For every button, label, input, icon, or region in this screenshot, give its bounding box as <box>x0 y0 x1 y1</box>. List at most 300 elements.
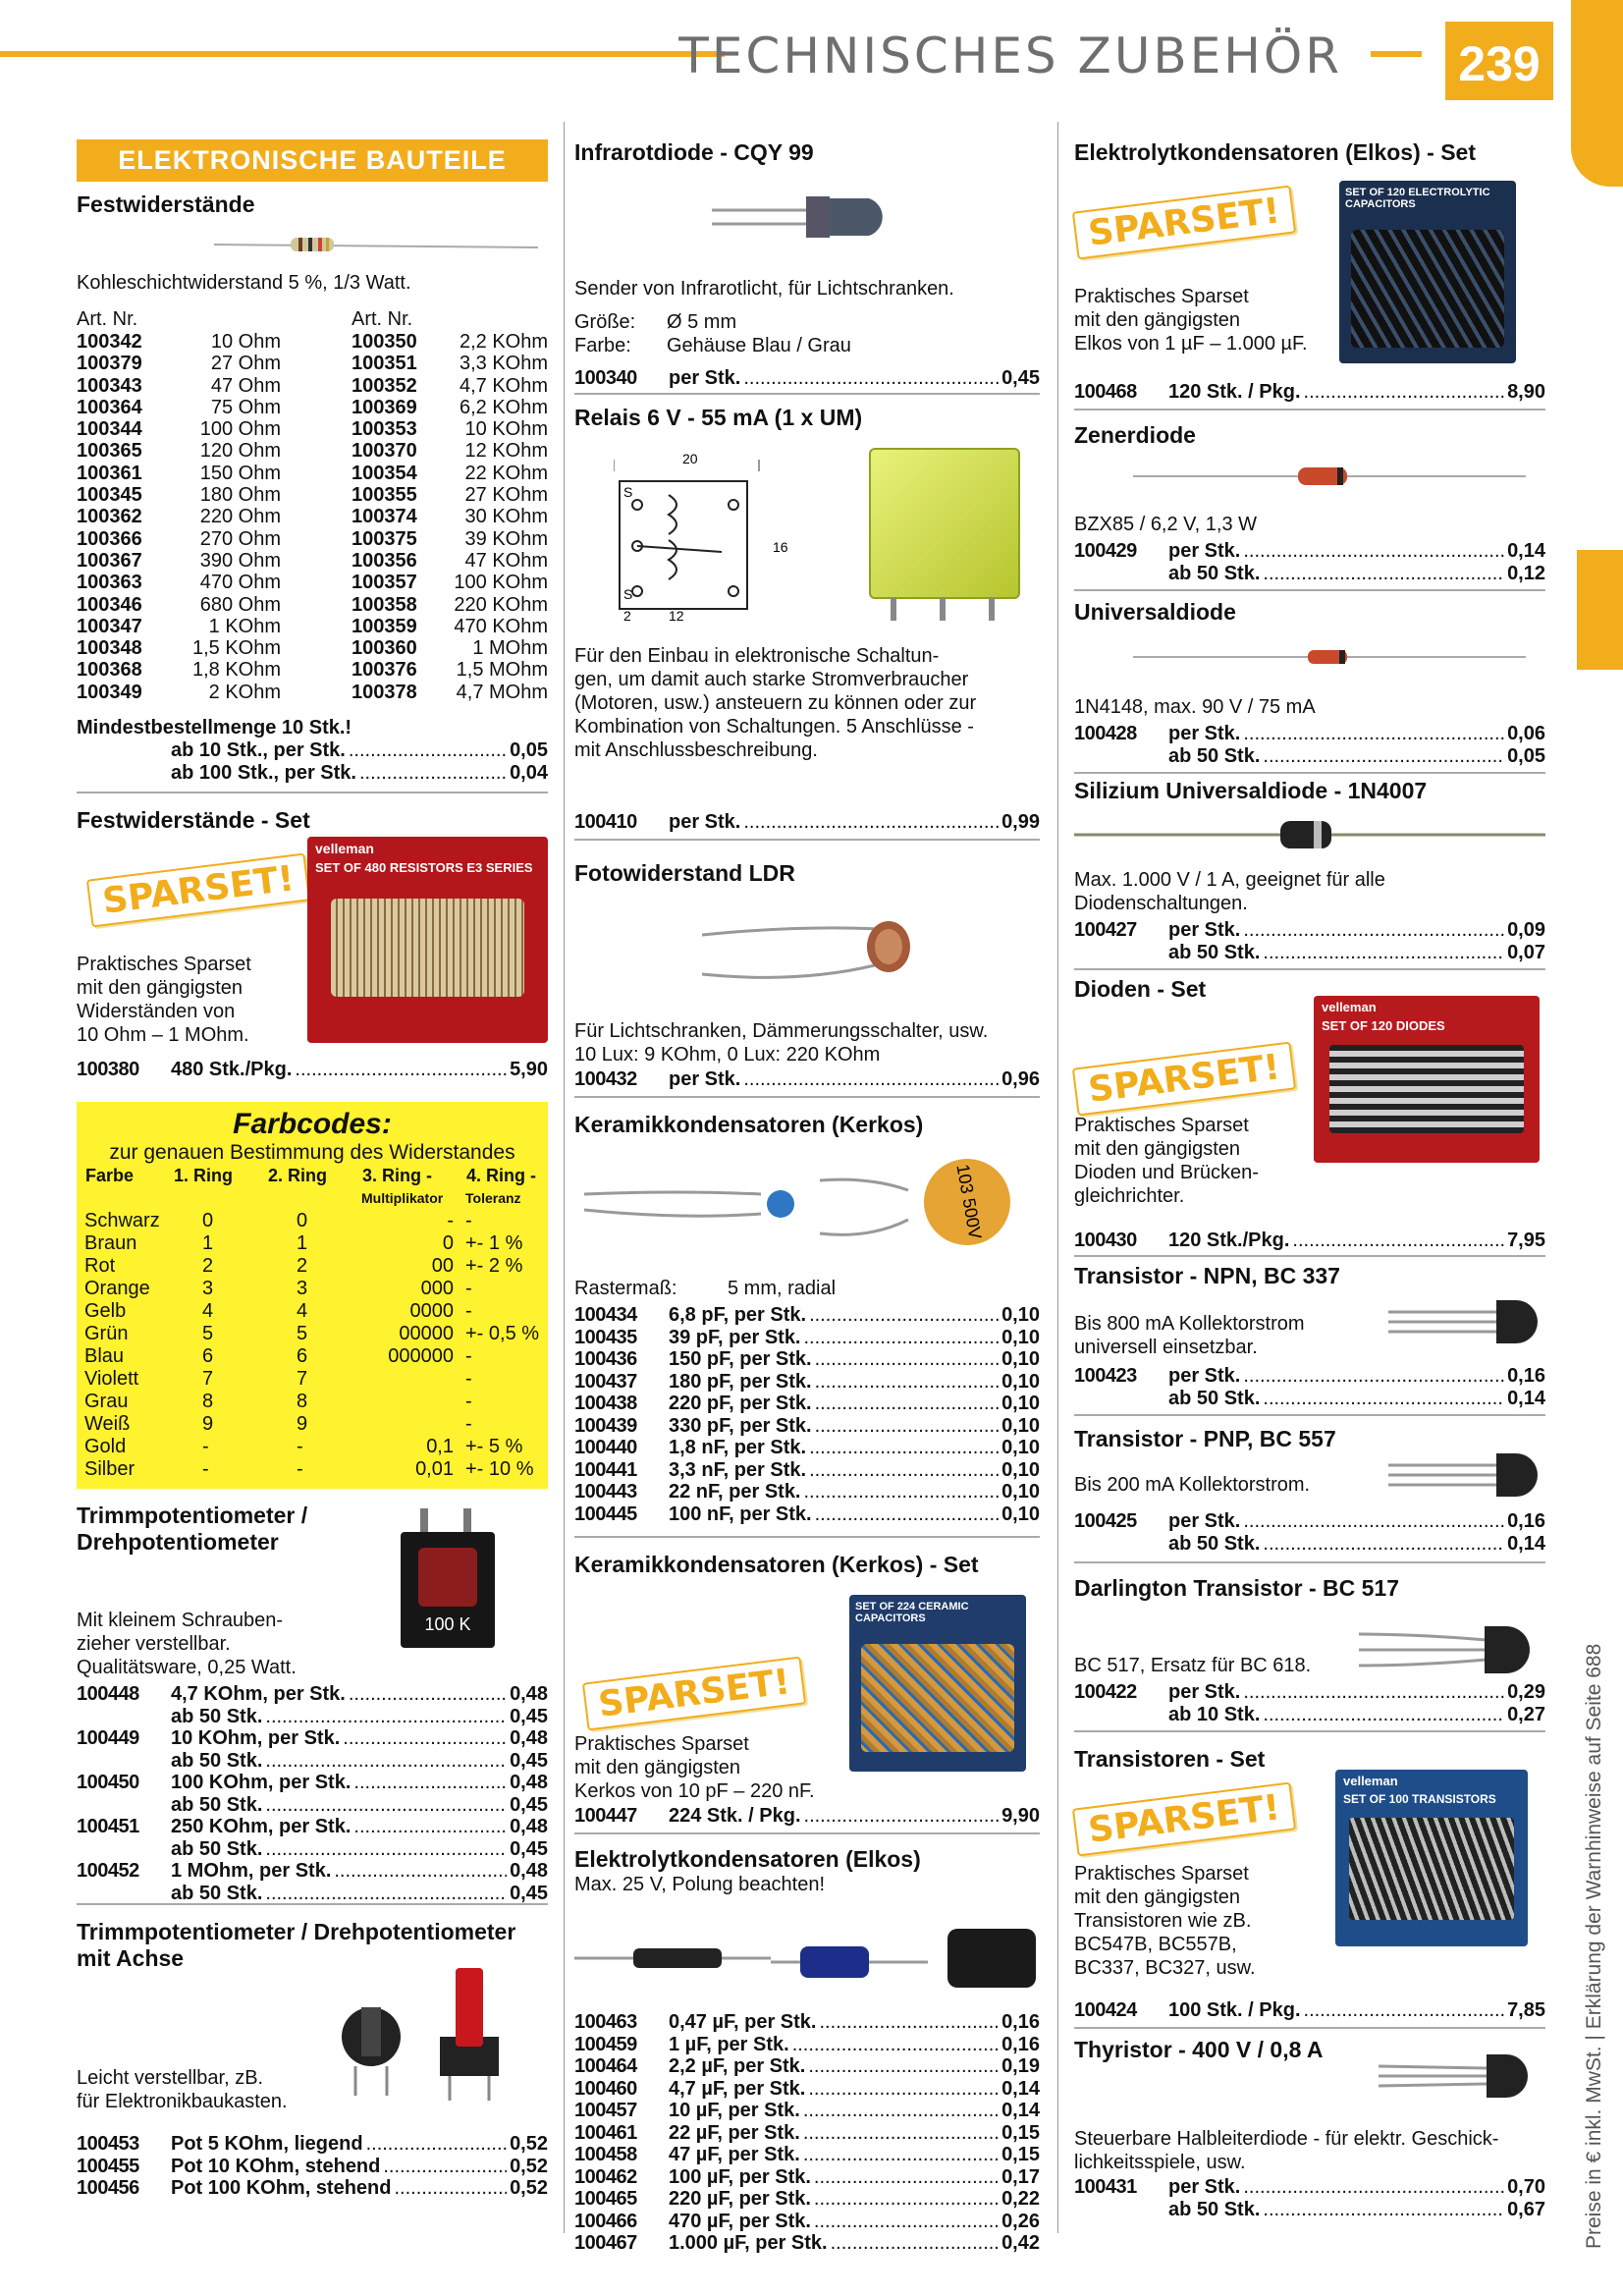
color-value <box>361 1413 465 1436</box>
section-title: Transistor - PNP, BC 557 <box>1074 1426 1336 1451</box>
ohm-value: 4,7 KOhm <box>459 374 548 397</box>
article-number: 100348 <box>77 637 142 660</box>
price-row <box>574 367 1040 390</box>
col-subheader: Multiplikator <box>361 1190 444 1207</box>
section-desc <box>1074 285 1308 355</box>
price-row <box>574 1503 1040 1526</box>
elkos-set-section <box>1074 139 1545 422</box>
item-desc: per Stk. <box>1168 723 1241 744</box>
section-banner: ELEKTRONISCHE BAUTEILE <box>77 139 548 182</box>
item-desc: 330 pF, per Stk. <box>669 1414 812 1437</box>
ohm-row <box>77 418 352 440</box>
article-number: 100356 <box>352 549 417 572</box>
section-desc <box>77 1609 297 1679</box>
ohm-value: 220 Ohm <box>199 506 281 528</box>
pnp-section <box>1074 1426 1545 1579</box>
price: 0,10 <box>1001 1458 1040 1481</box>
section-desc: Kohleschichtwiderstand 5 %, 1/3 Watt. <box>77 272 411 294</box>
price-row <box>77 1059 548 1081</box>
ohm-value: 39 KOhm <box>464 527 548 550</box>
item-desc: 3,3 nF, per Stk. <box>669 1458 807 1481</box>
ohm-value: 1,5 MOhm <box>456 659 548 682</box>
pack-contents <box>331 899 524 997</box>
price-list <box>1074 1510 1545 1555</box>
desc-line: Kerkos von 10 pF – 220 nF. <box>574 1780 815 1802</box>
color-value: 8 <box>202 1391 214 1413</box>
price: 0,04 <box>510 761 548 784</box>
price: 0,27 <box>1507 1703 1545 1725</box>
price: 0,10 <box>1001 1370 1040 1393</box>
article-number: 100370 <box>352 440 417 463</box>
price: 0,05 <box>1507 744 1545 767</box>
color-value: 0000 <box>409 1300 454 1323</box>
dim-label: 12 <box>669 608 684 623</box>
transistor-icon <box>1388 1436 1545 1514</box>
relay-image <box>869 448 1020 599</box>
festwiderstaende-set-section <box>77 807 548 1102</box>
price: 0,15 <box>1001 2121 1040 2144</box>
price-row <box>77 1860 548 1883</box>
item-desc: per Stk. <box>1168 1510 1241 1532</box>
price: 0,96 <box>1001 1068 1040 1090</box>
color-value: - <box>465 1345 472 1368</box>
price: 0,16 <box>1507 1510 1545 1532</box>
article-number: 100363 <box>77 572 142 594</box>
desc-line: universell einsetzbar. <box>1074 1337 1258 1358</box>
ohm-value: 220 KOhm <box>454 593 548 616</box>
spec-value: Gehäuse Blau / Grau <box>667 335 851 356</box>
price-row <box>77 1706 548 1728</box>
article-number: 100460 <box>574 2077 637 2100</box>
item-desc: 100 KOhm, per Stk. <box>171 1772 352 1794</box>
price: 0,09 <box>1507 919 1545 941</box>
price-row <box>574 1459 1040 1482</box>
price: 5,90 <box>510 1059 548 1081</box>
article-number: 100456 <box>77 2177 139 2200</box>
color-value: - <box>202 1436 209 1458</box>
leader-dots <box>343 1727 507 1750</box>
pack-label: SET OF 480 RESISTORS E3 SERIES <box>315 860 533 876</box>
item-desc: 150 pF, per Stk. <box>669 1348 812 1370</box>
item-desc: ab 50 Stk. <box>171 1837 263 1860</box>
price-row <box>77 1816 548 1838</box>
price: 0,99 <box>1001 811 1040 833</box>
price: 0,48 <box>510 1683 548 1706</box>
farbcodes-title: Farbcodes: <box>233 1108 392 1141</box>
price-list <box>1074 2176 1545 2220</box>
color-name: Rot <box>84 1255 116 1278</box>
price-row <box>1074 381 1545 404</box>
section-desc <box>77 2066 288 2113</box>
leader-dots <box>808 2055 999 2078</box>
price-desc: ab 10 Stk., per Stk. <box>171 739 346 762</box>
color-value: - <box>465 1210 472 1232</box>
price: 0,14 <box>1001 2077 1040 2100</box>
sparset-badge <box>584 1662 804 1725</box>
price-row <box>574 2232 1040 2255</box>
article-number: 100361 <box>77 462 142 484</box>
price: 0,10 <box>1001 1393 1040 1414</box>
ohm-value: 2 KOhm <box>208 681 281 703</box>
leader-dots <box>792 2034 999 2056</box>
article-number: 100466 <box>574 2210 637 2232</box>
item-desc: 1 MOhm, per Stk. <box>171 1860 332 1883</box>
column-divider-1 <box>564 122 565 2233</box>
ohm-value: 3,3 KOhm <box>459 353 548 375</box>
color-value: +- 5 % <box>465 1436 523 1458</box>
price: 0,10 <box>1001 1481 1040 1503</box>
leader-dots <box>808 2078 999 2101</box>
item-desc: ab 50 Stk. <box>1168 1532 1261 1555</box>
ohm-row <box>352 440 548 462</box>
desc-line: Transistoren wie zB. <box>1074 1910 1252 1932</box>
desc-line: (Motoren, usw.) ansteuern zu können oder zur <box>574 692 977 714</box>
infrarot-section <box>574 139 1040 405</box>
ohm-row <box>352 506 548 527</box>
price-row <box>574 811 1040 834</box>
divider <box>1074 968 1545 970</box>
col-header: 2. Ring <box>268 1166 328 1186</box>
trimpot-knob <box>418 1548 477 1607</box>
leader-dots <box>815 1503 999 1526</box>
pack-label: SET OF 120 DIODES <box>1322 1018 1445 1033</box>
farbcode-row <box>84 1413 540 1436</box>
price-row <box>1074 1681 1545 1704</box>
section-desc: BZX85 / 6,2 V, 1,3 W <box>1074 514 1258 535</box>
price: 0,16 <box>1001 2011 1040 2033</box>
column-1 <box>77 139 548 2204</box>
leader-dots <box>353 1816 507 1838</box>
section-title: Dioden - Set <box>1074 976 1207 1002</box>
article-number: 100422 <box>1074 1681 1137 1703</box>
article-number: 100449 <box>77 1727 139 1750</box>
price-row <box>574 1068 1040 1091</box>
price-row <box>574 2011 1040 2034</box>
elkos-pack-image <box>1339 181 1516 363</box>
color-name: Grau <box>84 1391 129 1413</box>
color-value: - <box>297 1436 303 1458</box>
ohm-row <box>77 506 352 527</box>
leader-dots <box>334 1860 507 1883</box>
spec-list <box>574 310 851 357</box>
desc-line: mit Anschlussbeschreibung. <box>574 739 818 761</box>
item-desc: 0,47 µF, per Stk. <box>669 2011 817 2033</box>
resistor-image <box>77 218 548 271</box>
article-number: 100379 <box>77 353 142 375</box>
price: 8,90 <box>1507 381 1545 403</box>
ohm-row <box>77 572 352 593</box>
divider <box>1074 589 1545 591</box>
universal-diode-icon <box>1133 644 1526 670</box>
ohm-value: 180 Ohm <box>199 484 281 507</box>
ohm-value: 47 KOhm <box>464 549 548 572</box>
price-row <box>1074 745 1545 768</box>
article-number: 100349 <box>77 681 142 703</box>
pack-contents <box>1351 230 1504 348</box>
article-number: 100427 <box>1074 919 1137 941</box>
ohm-value: 2,2 KOhm <box>459 331 548 353</box>
article-number: 100462 <box>574 2165 637 2188</box>
article-number: 100350 <box>352 331 417 353</box>
divider <box>1074 1730 1545 1732</box>
price-row <box>574 1415 1040 1438</box>
divider <box>1074 1561 1545 1563</box>
price-row <box>1074 1704 1545 1726</box>
ohm-table-header <box>77 308 548 331</box>
page-header-title: TECHNISCHES ZUBEHÖR <box>678 27 1342 84</box>
leader-dots <box>831 2232 999 2255</box>
article-number: 100438 <box>574 1393 637 1414</box>
side-marker <box>1577 550 1623 670</box>
price-row <box>1074 1510 1545 1533</box>
sparset-label: SPARSET! <box>582 1657 806 1731</box>
dim-label: 20 <box>682 451 698 466</box>
section-desc <box>1074 1312 1305 1359</box>
price: 0,10 <box>1001 1348 1040 1370</box>
price-row <box>77 762 548 785</box>
item-desc: Pot 100 KOhm, stehend <box>171 2177 392 2200</box>
article-number: 100435 <box>574 1326 637 1348</box>
ohm-row <box>77 528 352 550</box>
ohm-row <box>352 528 548 550</box>
color-value: 3 <box>202 1278 214 1300</box>
item-desc: 1,8 nF, per Stk. <box>669 1437 807 1458</box>
desc-line: BC547B, BC557B, <box>1074 1934 1237 1955</box>
article-number: 100367 <box>77 549 142 572</box>
article-number: 100351 <box>352 353 417 375</box>
ohm-row <box>352 659 548 681</box>
dioden-pack-image <box>1314 996 1540 1163</box>
leader-dots <box>809 1459 999 1482</box>
item-desc: per Stk. <box>669 367 741 389</box>
leader-dots <box>819 2011 999 2034</box>
price-row <box>77 1750 548 1773</box>
item-desc: 39 pF, per Stk. <box>669 1326 801 1348</box>
kerkos-section <box>574 1112 1040 1544</box>
item-desc: 2,2 µF, per Stk. <box>669 2055 806 2077</box>
article-number: 100360 <box>352 637 417 660</box>
item-desc: 120 Stk./Pkg. <box>1168 1230 1290 1251</box>
price: 7,95 <box>1507 1230 1545 1251</box>
article-number: 100424 <box>1074 1999 1137 2021</box>
price: 0,48 <box>510 1816 548 1838</box>
article-number: 100344 <box>77 418 142 441</box>
price-row <box>574 2055 1040 2078</box>
leader-dots <box>395 2177 508 2200</box>
color-value <box>361 1368 465 1391</box>
article-number: 100458 <box>574 2144 637 2165</box>
price-row <box>1074 1999 1545 2022</box>
item-desc: ab 50 Stk. <box>1168 941 1261 963</box>
item-desc: Pot 5 KOhm, liegend <box>171 2133 363 2156</box>
ohm-row <box>77 659 352 681</box>
divider <box>574 1096 1040 1098</box>
silicon-diode-icon <box>1074 817 1545 852</box>
color-value: - <box>465 1413 472 1436</box>
relais-section <box>574 405 1040 860</box>
price: 0,10 <box>1001 1326 1040 1348</box>
price-row <box>77 2156 548 2178</box>
color-name: Blau <box>84 1345 125 1368</box>
sparset-badge <box>88 858 308 922</box>
price-row <box>77 1683 548 1706</box>
color-value: 2 <box>297 1255 308 1278</box>
article-number: 100431 <box>1074 2176 1137 2198</box>
color-value: 0,01 <box>415 1458 454 1481</box>
pack-brand: velleman <box>1343 1774 1398 1788</box>
section-title: Transistor - NPN, BC 337 <box>1074 1263 1340 1288</box>
article-number: 100463 <box>574 2011 637 2033</box>
article-number: 100448 <box>77 1683 139 1706</box>
article-number: 100453 <box>77 2133 139 2156</box>
sparset-badge <box>1074 1047 1294 1111</box>
article-number: 100429 <box>1074 540 1137 562</box>
color-value: - <box>202 1458 209 1481</box>
col-header: 3. Ring - <box>362 1166 432 1186</box>
item-desc: 1 µF, per Stk. <box>669 2033 789 2055</box>
color-value: - <box>447 1210 454 1232</box>
price: 0,45 <box>510 1837 548 1860</box>
trimpot-label: 100 K <box>424 1614 471 1635</box>
item-desc: 250 KOhm, per Stk. <box>171 1816 352 1838</box>
color-value: 000 <box>420 1278 454 1300</box>
pack-label: SET OF 224 CERAMIC CAPACITORS <box>855 1601 969 1624</box>
price-row <box>1074 723 1545 745</box>
price: 9,90 <box>1001 1805 1040 1827</box>
universal-section <box>1074 599 1545 776</box>
farbcode-row <box>84 1278 540 1300</box>
pack-contents <box>1329 1045 1524 1133</box>
price: 0,10 <box>1001 1437 1040 1458</box>
price-row <box>574 1348 1040 1371</box>
sparset-badge <box>1074 1787 1294 1851</box>
item-desc: per Stk. <box>1168 1365 1241 1387</box>
leader-dots <box>809 1304 999 1327</box>
section-desc <box>1074 868 1385 915</box>
price: 0,12 <box>1507 562 1545 584</box>
color-value: 1 <box>297 1232 308 1255</box>
item-desc: 224 Stk. / Pkg. <box>669 1805 801 1827</box>
leader-dots <box>803 2100 999 2122</box>
ohm-value: 1,8 KOhm <box>191 659 281 682</box>
ohm-value: 120 Ohm <box>199 440 281 463</box>
trimpot-image <box>401 1503 499 1650</box>
article-number: 100345 <box>77 484 142 507</box>
zener-diode-icon <box>1133 464 1526 489</box>
item-desc: 220 pF, per Stk. <box>669 1393 812 1414</box>
leader-dots <box>814 2188 999 2211</box>
price-desc: ab 100 Stk., per Stk. <box>171 761 356 784</box>
ohm-value: 1 KOhm <box>208 615 281 637</box>
price-row <box>574 2122 1040 2145</box>
ohm-row <box>77 375 352 397</box>
price: 0,10 <box>1001 1414 1040 1437</box>
ohm-row <box>77 594 352 616</box>
price: 0,45 <box>510 1882 548 1904</box>
article-number: 100461 <box>574 2121 637 2144</box>
leader-dots <box>804 1481 1000 1503</box>
spec-value: Ø 5 mm <box>667 311 737 333</box>
price-row <box>77 2133 548 2156</box>
color-value: 8 <box>297 1391 308 1413</box>
color-value: 0 <box>202 1210 214 1232</box>
price: 0,22 <box>1001 2188 1040 2210</box>
ohm-row <box>77 484 352 506</box>
price: 0,14 <box>1507 540 1545 562</box>
price-row <box>77 2177 548 2200</box>
corner-tab <box>1571 0 1623 187</box>
price-row <box>574 2100 1040 2122</box>
price: 0,10 <box>1001 1304 1040 1326</box>
price: 0,15 <box>1001 2144 1040 2165</box>
divider <box>1074 772 1545 774</box>
price: 0,29 <box>1507 1681 1545 1703</box>
min-order: Mindestbestellmenge 10 Stk.! <box>77 717 352 739</box>
section-title: Keramikkondensatoren (Kerkos) - Set <box>574 1552 979 1577</box>
price-row <box>77 1838 548 1861</box>
color-name: Schwarz <box>84 1210 160 1232</box>
s-label: S <box>623 484 633 500</box>
price-list <box>1074 1365 1545 1409</box>
item-desc: 100 µF, per Stk. <box>669 2165 811 2188</box>
leader-dots <box>803 2122 999 2145</box>
ohm-list-left <box>77 331 352 703</box>
price-row <box>574 1437 1040 1459</box>
price-row <box>1074 942 1545 964</box>
col-header: Farbe <box>85 1166 135 1186</box>
section-desc <box>1074 1114 1259 1208</box>
article-number: 100352 <box>352 374 417 397</box>
ohm-value: 27 KOhm <box>464 484 548 507</box>
item-desc: 10 µF, per Stk. <box>669 2100 800 2121</box>
price-row <box>77 1727 548 1750</box>
ohm-row <box>77 331 352 353</box>
article-number: 100342 <box>77 331 142 353</box>
spec-key: Farbe: <box>574 335 631 356</box>
desc-line: Praktisches Sparset <box>574 1733 749 1755</box>
desc-line: Für Lichtschranken, Dämmerungsschalter, usw. <box>574 1020 989 1042</box>
item-desc: per Stk. <box>1168 2176 1241 2198</box>
col-header: 1. Ring <box>174 1166 234 1186</box>
article-number: 100368 <box>77 659 142 682</box>
color-value: - <box>465 1278 472 1300</box>
farbcode-row <box>84 1368 540 1391</box>
item-desc: ab 10 Stk. <box>1168 1703 1261 1725</box>
item-desc: Pot 10 KOhm, stehend <box>171 2155 381 2177</box>
farbcode-row <box>84 1255 540 1278</box>
article-number: 100455 <box>77 2155 139 2177</box>
ohm-value: 150 Ohm <box>199 462 281 484</box>
ohm-row <box>352 375 548 397</box>
page-number: 239 <box>1445 22 1553 100</box>
ohm-value: 27 Ohm <box>210 353 281 375</box>
price: 0,14 <box>1507 1532 1545 1555</box>
desc-line: mit den gängigsten <box>1074 309 1241 331</box>
color-value: 6 <box>297 1345 308 1368</box>
divider <box>1074 409 1545 410</box>
transistor-icon <box>1388 1283 1545 1361</box>
farbcodes-rows <box>84 1210 540 1481</box>
item-desc: 6,8 pF, per Stk. <box>669 1304 807 1326</box>
price: 0,45 <box>1001 367 1040 389</box>
ohm-value: 1,5 KOhm <box>191 637 281 660</box>
article-number: 100346 <box>77 593 142 616</box>
article-number: 100423 <box>1074 1365 1137 1387</box>
price: 0,48 <box>510 1772 548 1794</box>
ohm-row <box>77 440 352 462</box>
color-name: Violett <box>84 1368 139 1391</box>
price-row <box>77 1883 548 1905</box>
